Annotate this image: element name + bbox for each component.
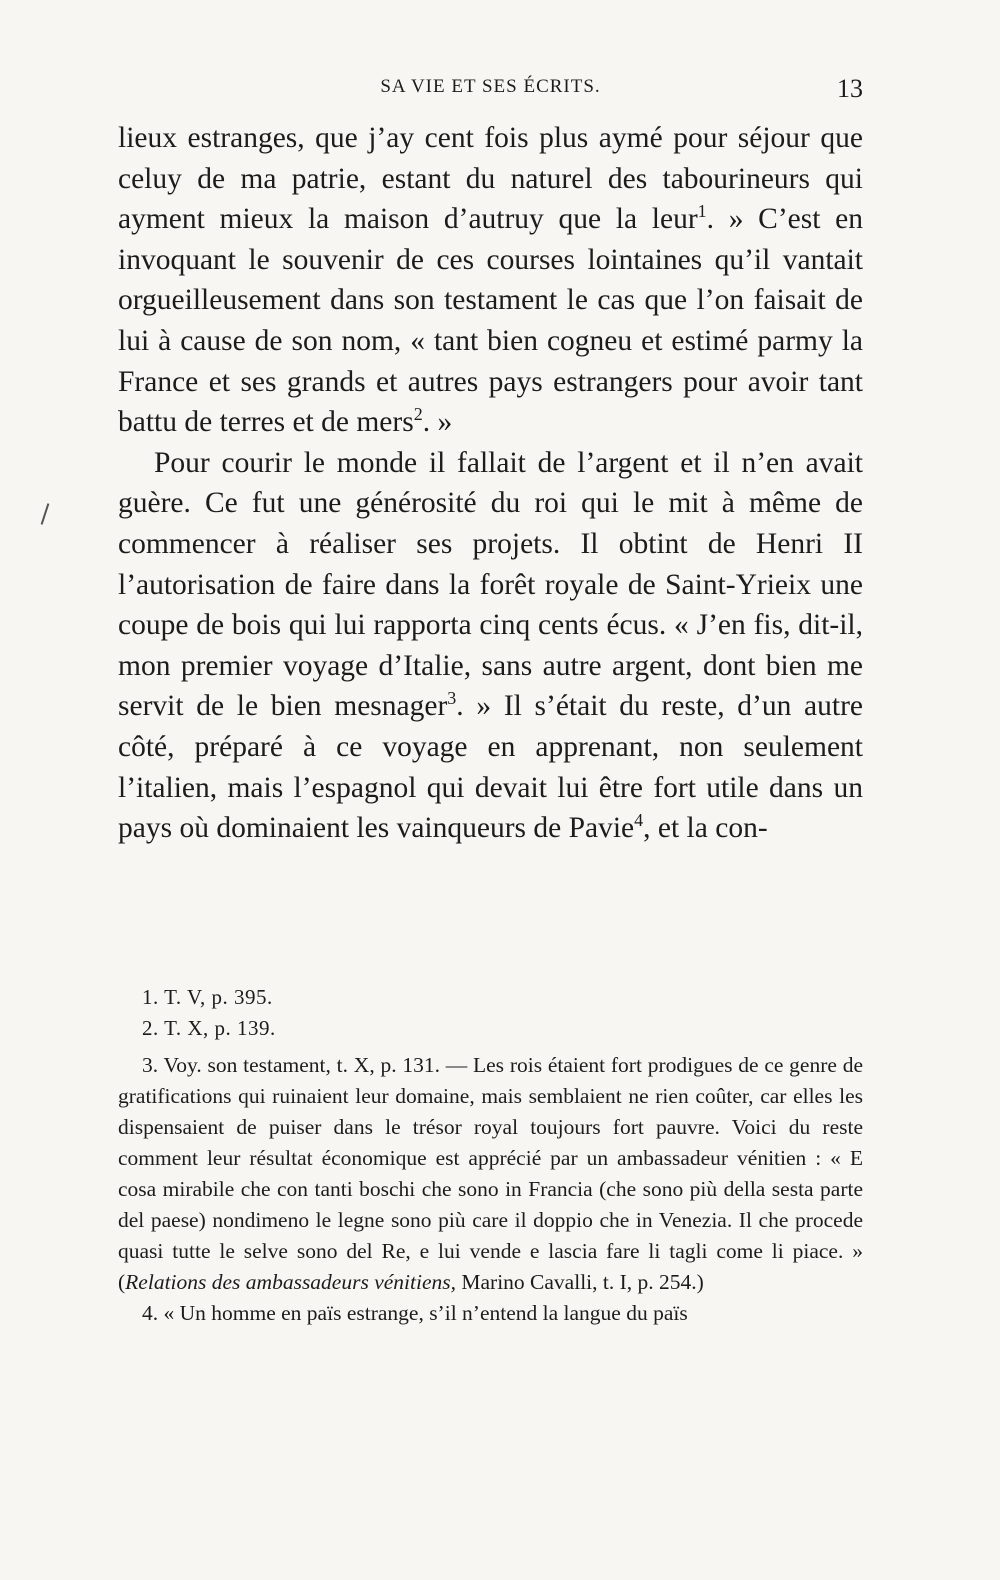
footnotes [118,982,863,1329]
page-number: 13 [837,74,863,103]
footnote-3 [118,1050,863,1298]
paragraph-2-text-c: , et la con- [643,812,768,845]
main-text [118,118,863,849]
footnote-1: 1. T. V, p. 395. [142,985,273,1009]
running-title: SA VIE ET SES ÉCRITS. [380,76,601,97]
footnote-4: 4. « Un homme en païs estrange, s’il n’entend la langue du païs [142,1301,688,1325]
paragraph-1-text-a: lieux estranges, que j’ay cent fois plus aymé pour séjour que celuy de ma patrie, estant du naturel des tabourineurs qui ayment mieux la maison d’autruy que la leur [118,122,863,236]
paragraph-2-text-b: . » Il s’était du reste, d’un autre côté, préparé à ce voyage en apprenant, non seulement l’italien, mais l’espagnol qui devait lui être fort utile dans un pays où dominaient les vainqueurs de Pavie [118,690,863,845]
footnote-3-text-b: Marino Cavalli, t. I, p. 254.) [456,1270,704,1294]
page-header [118,74,863,108]
paragraph-1 [118,118,863,443]
paragraph-2 [118,443,863,849]
footnote-ref-4: 4 [634,810,644,831]
footnote-3-text-a: 3. Voy. son testament, t. X, p. 131. — Les rois étaient fort prodigues de ce genre de gratifications qui ruinaient leur domaine, mais semblaient ne rien coûter, car elles les dispensaient de puiser dans le trésor royal toujours fort pauvre. Voici du reste comment leur résultat économique est apprécié par un ambassadeur vénitien : « E cosa mirabile che con tanti boschi che sono in Francia (che sono più della sesta parte del paese) nondimeno le legne sono più care il doppio che in Venezia. Il che procede quasi tutte le selve sono del Re, e lui vende e lascia fare li tagli come li piace. » ( [118,1053,863,1294]
footnote-ref-3: 3 [447,688,457,709]
paragraph-1-text-c: . » [422,406,453,439]
paragraph-2-text-a: Pour courir le monde il fallait de l’argent et il n’en avait guère. Ce fut une générosité du roi qui le mit à même de commencer à réaliser ses projets. Il obtint de Henri II l’autorisation de faire dans la forêt royale de Saint-Yrieix une coupe de bois qui lui rapporta cinq cents écus. « J’en fis, dit-il, mon premier voyage d’Italie, sans autre argent, dont bien me servit de le bien mesnager [118,446,863,723]
footnote-2: 2. T. X, p. 139. [142,1016,276,1040]
footnote-ref-2: 2 [413,404,423,425]
paragraph-1-text-b: . » C’est en invoquant le souvenir de ces courses lointaines qu’il vantait orgueilleusement dans son testament le cas que l’on faisait de lui à cause de son nom, « tant bien cogneu et estimé parmy la France et ses grands et autres pays estrangers pour avoir tant battu de terres et de mers [118,203,863,439]
margin-mark [41,503,50,525]
footnote-ref-1: 1 [697,201,707,222]
book-page [118,0,863,1580]
footnote-3-italic-title: Relations des ambassadeurs vénitiens, [125,1270,456,1294]
